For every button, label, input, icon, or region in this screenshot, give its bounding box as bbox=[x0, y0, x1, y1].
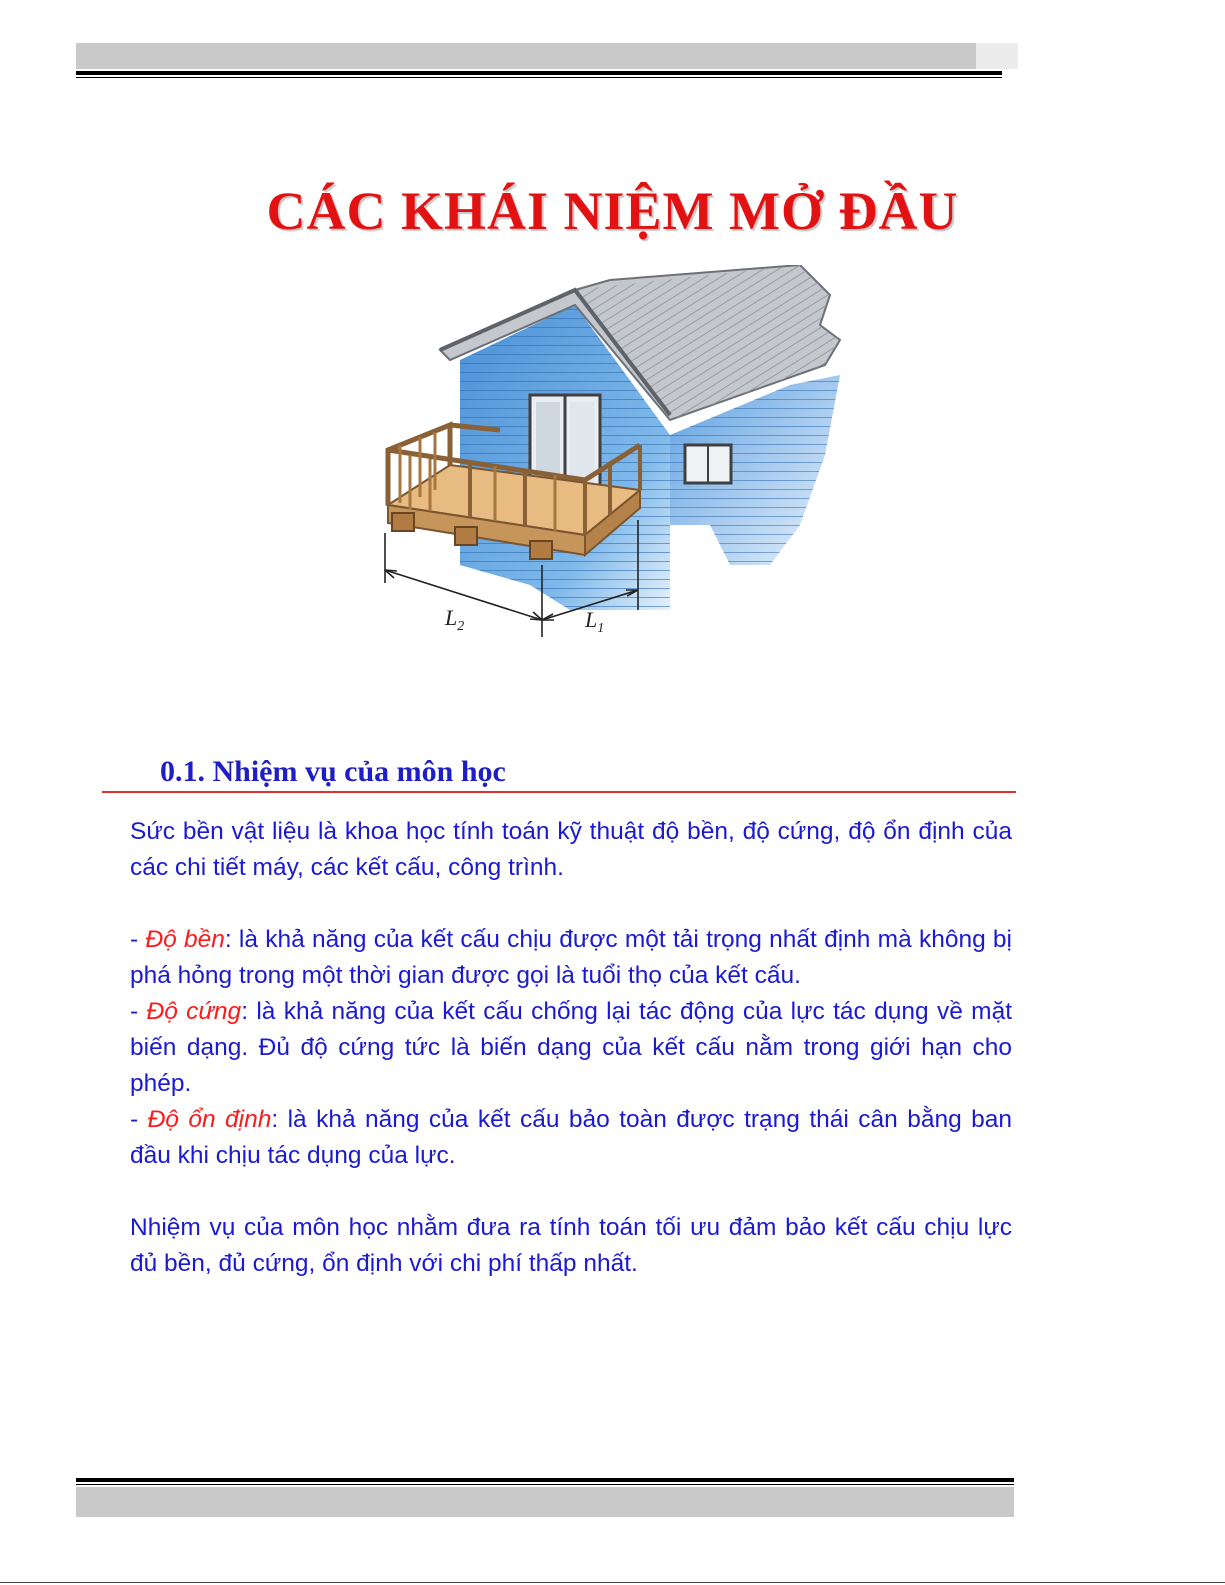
header-bar bbox=[76, 43, 976, 69]
footer-rule bbox=[76, 1478, 1014, 1482]
definition-item: - Độ cứng: là khả năng của kết cấu chống lại tác động của lực tác dụng về mặt biến dạng. Đủ độ cứng tức là biến dạng của kết cấu nằm trong giới hạn cho phép. bbox=[130, 998, 1013, 1097]
footer-rule-thin bbox=[76, 1484, 1014, 1485]
definition-term: Độ ổn định bbox=[147, 1106, 272, 1133]
label-l1: $L_1$ bbox=[585, 607, 605, 636]
section-body bbox=[130, 814, 1012, 1282]
definition-item: - Độ bền: là khả năng của kết cấu chịu được một tải trọng nhất định mà không bị phá hỏng trong một thời gian được gọi là tuổi thọ của kết cấu. bbox=[130, 926, 1013, 989]
header-bar-end bbox=[976, 43, 1018, 69]
footer-bar bbox=[76, 1487, 1014, 1517]
page-bottom-line bbox=[0, 1582, 1225, 1583]
label-l2: $L_2$ bbox=[445, 605, 465, 634]
header-rule bbox=[76, 71, 1002, 75]
definition-term: Độ cứng bbox=[146, 998, 242, 1025]
section-rule bbox=[102, 791, 1016, 793]
header-rule-thin bbox=[76, 77, 1002, 78]
definition-item: - Độ ổn định: là khả năng của kết cấu bảo toàn được trạng thái cân bằng ban đầu khi chịu tác dụng của lực. bbox=[130, 1106, 1012, 1169]
conclusion-paragraph: Nhiệm vụ của môn học nhằm đưa ra tính toán tối ưu đảm bảo kết cấu chịu lực đủ bền, đủ cứng, ổn định với chi phí thấp nhất. bbox=[130, 1214, 1012, 1277]
section-heading: 0.1. Nhiệm vụ của môn học bbox=[160, 755, 506, 788]
page-title: CÁC KHÁI NIỆM MỞ ĐẦU bbox=[266, 181, 959, 241]
intro-paragraph: Sức bền vật liệu là khoa học tính toán kỹ thuật độ bền, độ cứng, độ ổn định của các chi tiết máy, các kết cấu, công trình. bbox=[130, 818, 1012, 881]
house-balcony-illustration bbox=[370, 265, 860, 645]
definition-term: Độ bền bbox=[145, 926, 225, 953]
